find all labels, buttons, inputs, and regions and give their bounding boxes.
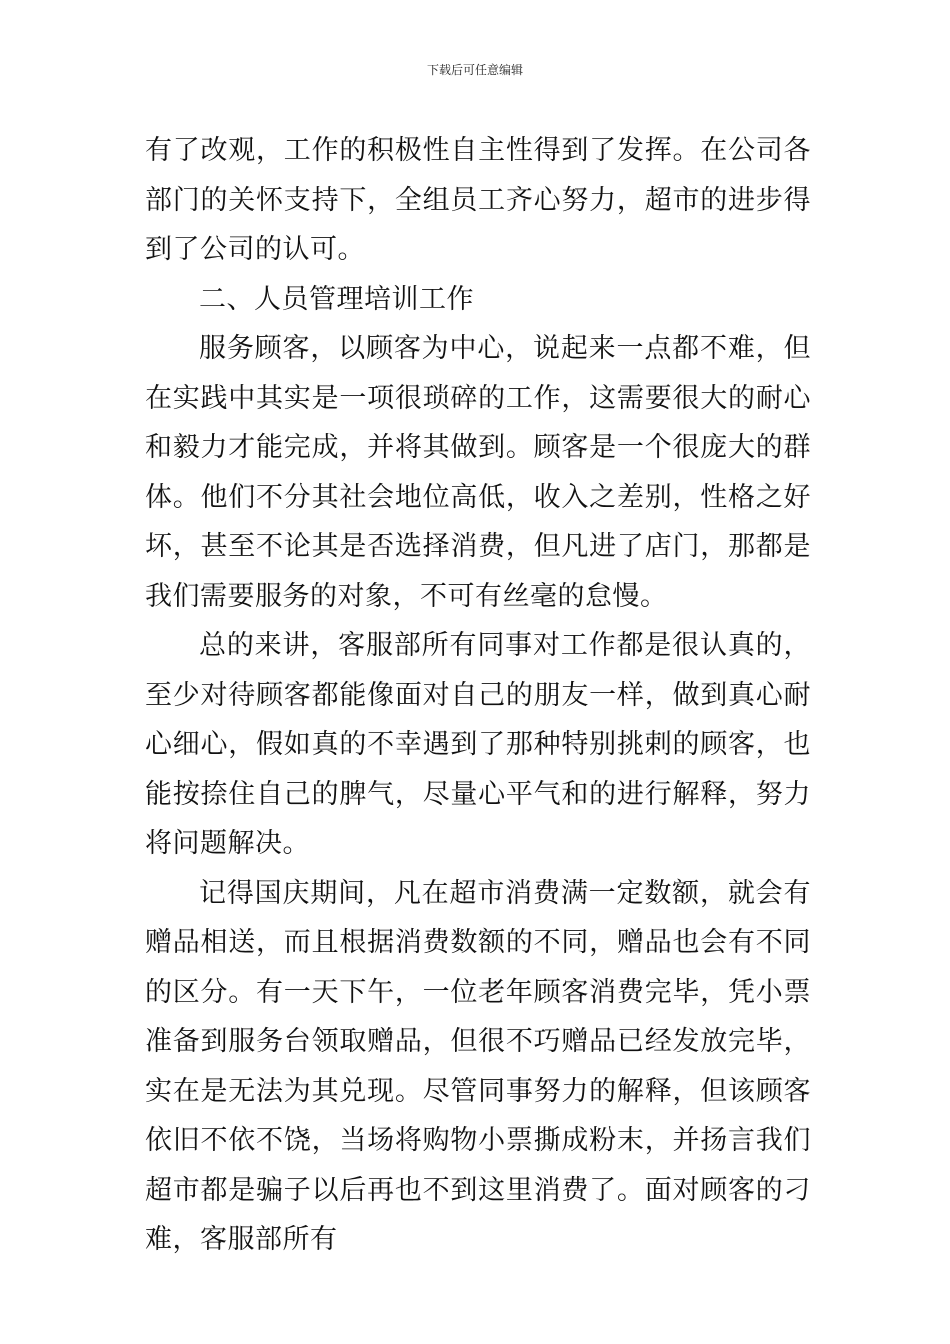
paragraph-customer-service: 服务顾客，以顾客为中心，说起来一点都不难，但在实践中其实是一项很琐碎的工作，这需要很大的耐心和毅力才能完成，并将其做到。顾客是一个很庞大的群体。他们不分其社会地位高低，收入之差别，性格之好坏，甚至不论其是否选择消费，但凡进了店门，那都是我们需要服务的对象，不可有丝毫的怠慢。 [145,333,811,612]
paragraph-summary: 总的来讲，客服部所有同事对工作都是很认真的，至少对待顾客都能像面对自己的朋友一样，做到真心耐心细心，假如真的不幸遇到了那种特别挑剌的顾客，也能按捺住自己的脾气，尽量心平气和的进行解释，努力将问题解决。 [145,630,811,859]
section-heading: 二、人员管理培训工作 [199,283,474,315]
document-body [145,126,811,1265]
paragraph-continuation: 有了改观，工作的积极性自主性得到了发挥。在公司各部门的关怀支持下，全组员工齐心努力，超市的进步得到了公司的认可。 [145,135,811,265]
paragraph-national-day-story: 记得国庆期间，凡在超市消费满一定数额，就会有赠品相送，而且根据消费数额的不同，赠品也会有不同的区分。有一天下午，一位老年顾客消费完毕，凭小票准备到服务台领取赠品，但很不巧赠品已经发放完毕，实在是无法为其兑现。尽管同事努力的解释，但该顾客依旧不依不饶，当场将购物小票撕成粉末，并扬言我们超市都是骗子以后再也不到这里消费了。面对顾客的刁难，客服部所有 [145,877,811,1255]
page-header: 下载后可任意编辑 [426,63,523,77]
